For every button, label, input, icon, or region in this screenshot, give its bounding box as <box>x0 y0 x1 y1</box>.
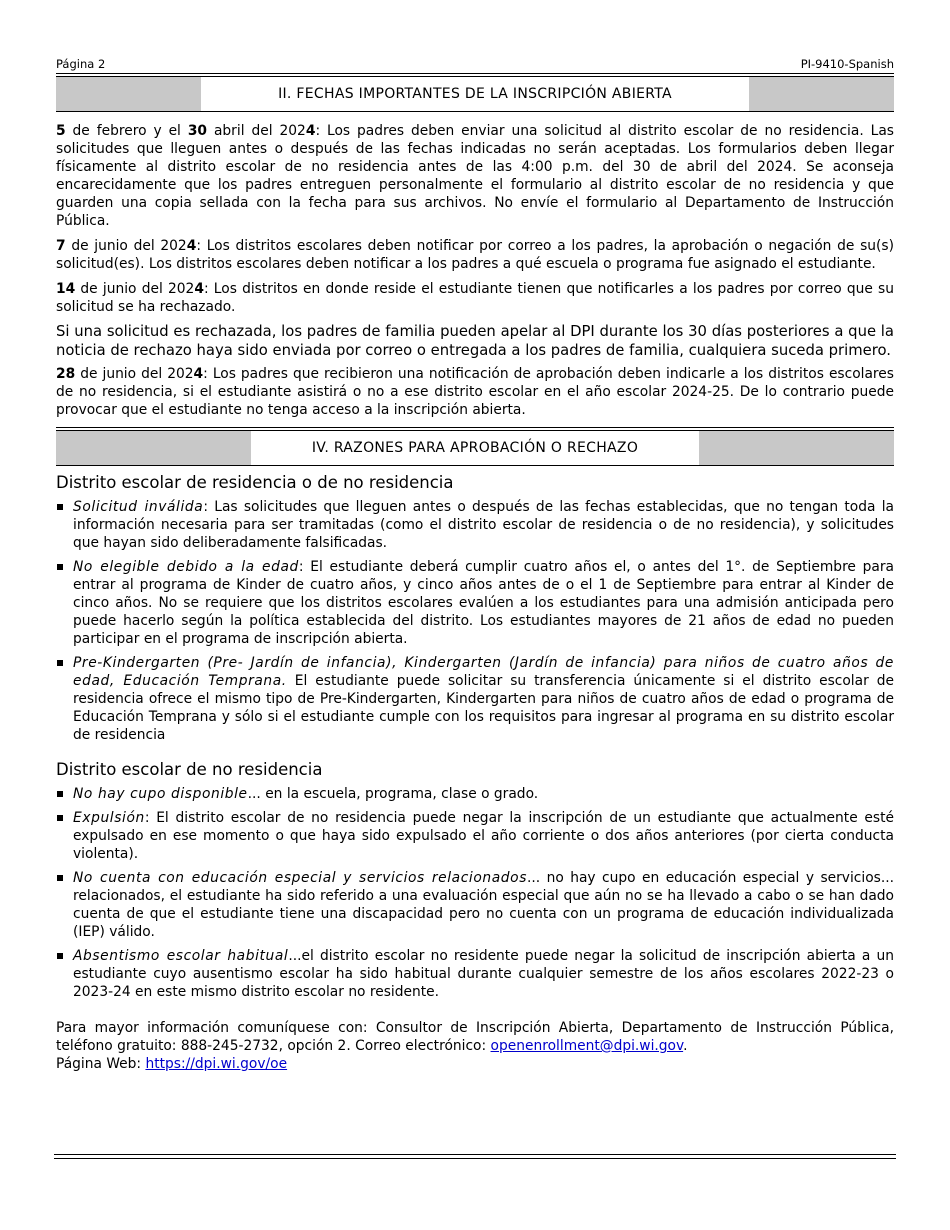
section-title-dates: II. FECHAS IMPORTANTES DE LA INSCRIPCIÓN ABIERTA <box>201 77 749 111</box>
bullet-icon <box>57 660 63 666</box>
section-banner-dates <box>56 76 894 112</box>
subsection-heading-residence: Distrito escolar de residencia o de no residencia <box>56 473 454 492</box>
list-item: Pre-Kindergarten (Pre- Jardín de infancia), Kindergarten (Jardín de infancia) para niños de cuatro años de edad, Educación Temprana. El estudiante puede solicitar su transferencia únicamente si el distrito escolar de residencia ofrece el mismo tipo de Pre-Kindergarten, Kindergarten para niños de cuatro años de edad o programa de Educación Temprana y sólo si el estudiante cumple con los requisitos para ingresar al programa en su distrito escolar de residencia <box>56 654 894 744</box>
bullet-icon <box>57 504 63 510</box>
bullet-icon <box>57 815 63 821</box>
bullet-icon <box>57 953 63 959</box>
list-item: Absentismo escolar habitual...el distrito escolar no residente puede negar la solicitud de inscripción abierta a un estudiante cuyo ausentismo escolar ha sido habitual durante cualquier semestre de los años escolares 2022-23 o 2023-24 en este mismo distrito escolar no residente. <box>56 947 894 1001</box>
bullet-icon <box>57 564 63 570</box>
date-paragraph-jun28: 28 de junio del 2024: Los padres que recibieron una notificación de aprobación deben indicarle a los distritos escolares de no residencia, si el estudiante asistirá o no a ese distrito escolar en el año escolar 2024-25. De lo contrario puede provocar que el estudiante no tenga acceso a la inscripción abierta. <box>56 366 894 418</box>
dates-section <box>56 122 894 419</box>
header-rule <box>56 73 894 74</box>
section-rule <box>56 427 894 466</box>
section-title-reasons: IV. RAZONES PARA APROBACIÓN O RECHAZO <box>251 431 699 465</box>
page-number: Página 2 <box>56 57 106 71</box>
list-item: Expulsión: El distrito escolar de no residencia puede negar la inscripción de un estudiante que actualmente esté expulsado en ese momento o que haya sido expulsado el año corriente o dos años anteriores (por cierta conducta violenta). <box>56 809 894 863</box>
document-page <box>56 57 894 1073</box>
form-id: PI-9410-Spanish <box>800 57 894 71</box>
list-item: Solicitud inválida: Las solicitudes que lleguen antes o después de las fechas establecidas, que no tengan toda la información necesaria para ser tramitadas (como el distrito escolar de residencia o de no residencia), y solicitudes que hayan sido deliberadamente falsificadas. <box>56 498 894 552</box>
page-header <box>56 57 894 72</box>
footer-rule <box>54 1154 896 1159</box>
residence-reasons-list <box>56 498 894 744</box>
nonresidence-reasons-list <box>56 785 894 1001</box>
contact-paragraph: Para mayor información comuníquese con: Consultor de Inscripción Abierta, Departamento de Instrucción Pública, teléfono gratuito: 888-245-2732, opción 2. Correo electrónico: openenrollment@dpi.wi.gov. Página Web: https://dpi.wi.gov/oe <box>56 1020 894 1072</box>
date-paragraph-feb: 5 de febrero y el 30 abril del 2024: Los padres deben enviar una solicitud al distrito escolar de no residencia. Las solicitudes que lleguen antes o después de las fechas indicadas no serán aceptadas. Los formularios deben llegar físicamente al distrito escolar de no residencia antes de las 4:00 p.m. del 30 de abril del 2024. Se aconseja encarecidamente que los padres entreguen personalmente el formulario al distrito escolar de no residencia y que guarden una copia sellada con la fecha para sus archivos. No envíe el formulario al Departamento de Instrucción Pública. <box>56 123 894 229</box>
web-link[interactable]: https://dpi.wi.gov/oe <box>145 1056 288 1072</box>
list-item: No elegible debido a la edad: El estudiante deberá cumplir cuatro años el, o antes del 1°. de Septiembre para entrar al programa de Kinder de cuatro años, y cinco años antes de o el 1 de Septiembre para entrar al Kinder de cinco años. No se requiere que los distritos escolares evalúen a los estudiantes para una admisión anticipada pero puede hacerlo según la política establecida del distrito. Los estudiantes mayores de 21 años de edad no pueden participar en el programa de inscripción abierta. <box>56 558 894 648</box>
list-item: No hay cupo disponible... en la escuela, programa, clase o grado. <box>56 785 894 803</box>
list-item: No cuenta con educación especial y servicios relacionados... no hay cupo en educación especial y servicios... relacionados, el estudiante ha sido referido a una evaluación especial que aún no se ha llevado a cabo o se han dado cuenta de que el estudiante tiene una discapacidad pero no cuenta con un programa de educación individualizada (IEP) válido. <box>56 869 894 941</box>
bullet-icon <box>57 875 63 881</box>
appeal-paragraph: Si una solicitud es rechazada, los padres de familia pueden apelar al DPI durante los 30 días posteriores a que la noticia de rechazo haya sido enviada por correo o entregada a los padres de familia, cualquiera suceda primero. <box>56 323 894 359</box>
section-banner-reasons <box>56 430 894 466</box>
bullet-icon <box>57 791 63 797</box>
subsection-heading-nonresidence: Distrito escolar de no residencia <box>56 760 323 779</box>
email-link[interactable]: openenrollment@dpi.wi.gov <box>490 1038 684 1054</box>
date-paragraph-jun7: 7 de junio del 2024: Los distritos escolares deben notificar por correo a los padres, la aprobación o negación de su(s) solicitud(es). Los distritos escolares deben notificar a los padres a qué escuela o programa fue asignado el estudiante. <box>56 238 894 272</box>
date-paragraph-jun14: 14 de junio del 2024: Los distritos en donde reside el estudiante tienen que notificarles a los padres por correo que su solicitud se ha rechazado. <box>56 281 894 315</box>
